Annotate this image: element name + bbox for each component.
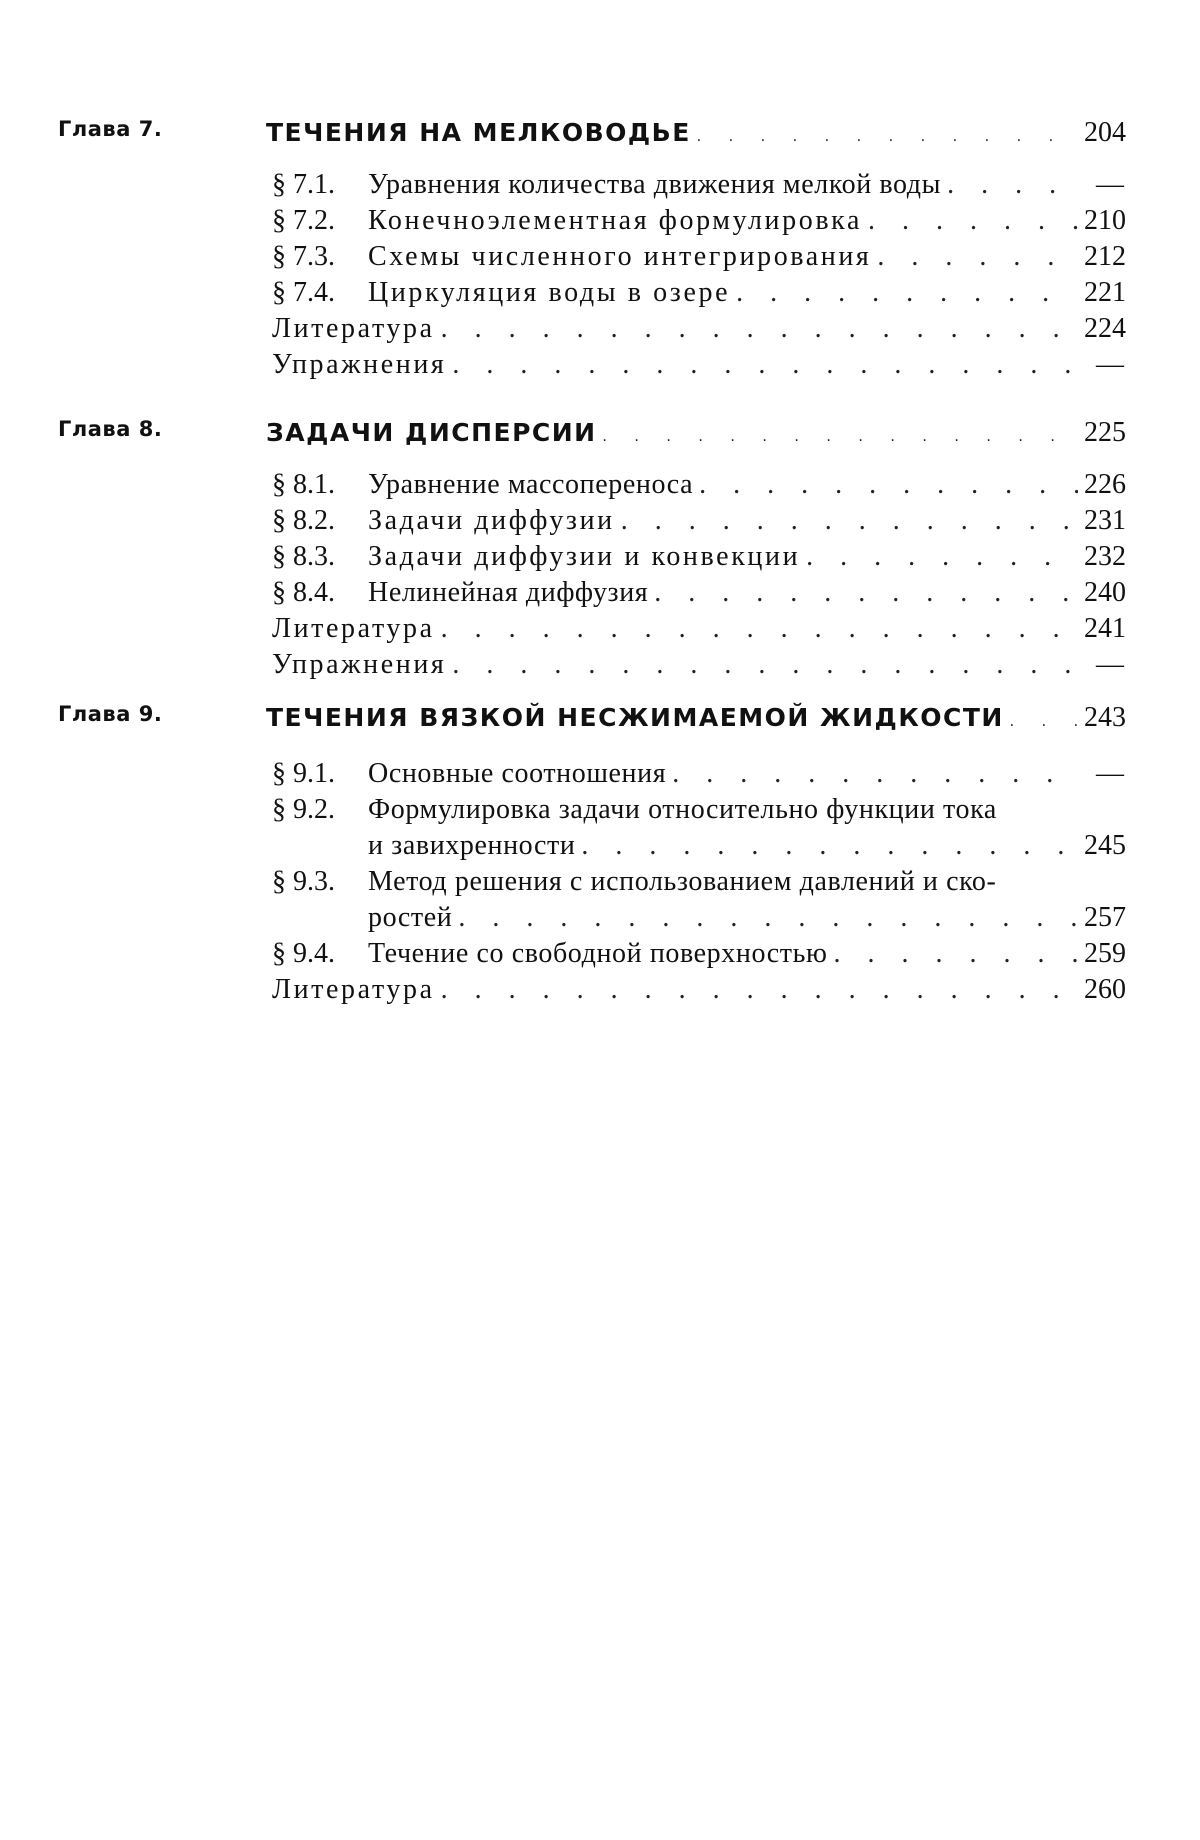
chapter-label: Глава 7. [58,117,163,141]
entry-title: Схемы численного интегрирования [368,241,872,272]
toc-entry[interactable] [272,275,1124,311]
page-number: 204 [1084,117,1126,148]
page-number: 245 [1084,830,1126,861]
page-number: 224 [1084,313,1126,344]
page-number: 260 [1084,974,1126,1005]
page-number: 212 [1084,241,1126,272]
section-number: § 7.4. [272,277,335,308]
dot-leader [834,936,1078,972]
entry-title: Течение со свободной поверхностью [368,938,828,969]
section-number: § 8.4. [272,577,335,608]
dot-leader [877,239,1078,275]
dot-leader [672,756,1078,792]
section-number: § 8.2. [272,505,335,536]
entry-title: Уравнение массопереноса [368,469,694,500]
page-number: 210 [1084,205,1126,236]
entry-title: Циркуляция воды в озере [368,277,731,308]
entry-title: Упражнения [272,649,447,680]
chapter-title-row[interactable] [266,702,1124,734]
toc-entry[interactable] [272,611,1124,647]
chapter-title: ЗАДАЧИ ДИСПЕРСИИ [266,418,597,447]
chapter-title-row[interactable] [266,417,1124,449]
dot-leader [452,347,1078,383]
toc-entry[interactable] [272,311,1124,347]
chapter-title: ТЕЧЕНИЯ ВЯЗКОЙ НЕСЖИМАЕМОЙ ЖИДКОСТИ [266,703,1004,732]
dot-leader [736,275,1078,311]
toc-entry[interactable] [272,756,1124,792]
entry-title-continuation: ростей [368,902,453,933]
dot-leader [621,503,1078,539]
section-list [272,756,1124,1008]
toc-entry[interactable] [272,467,1124,503]
chapter-label: Глава 9. [58,702,163,726]
dot-leader [1010,713,1078,731]
toc-entry[interactable] [272,503,1124,539]
page-number: 259 [1084,938,1126,969]
entry-title: Литература [272,974,435,1005]
page-number: 257 [1084,902,1126,933]
toc-entry[interactable] [272,647,1124,683]
section-number: § 7.3. [272,241,335,272]
dot-leader [699,467,1078,503]
page-number: — [1096,169,1124,200]
entry-title: Нелинейная диффузия [368,577,649,608]
toc-entry-continuation[interactable] [272,900,1124,936]
entry-title: Формулировка задачи относительно функции тока [368,794,997,825]
page-number: — [1096,758,1124,789]
page-number: 241 [1084,613,1126,644]
toc-entry[interactable] [272,539,1124,575]
dot-leader [452,647,1078,683]
section-list [272,167,1124,383]
entry-title: Уравнения количества движения мелкой воды [368,169,942,200]
section-number: § 9.2. [272,794,335,825]
toc-entry[interactable] [272,239,1124,275]
toc-entry[interactable] [272,167,1124,203]
entry-title: Задачи диффузии [368,505,615,536]
section-list [272,467,1124,683]
chapter-title: ТЕЧЕНИЯ НА МЕЛКОВОДЬЕ [266,118,691,147]
section-number: § 9.4. [272,938,335,969]
toc-entry[interactable] [272,792,1124,828]
section-number: § 9.1. [272,758,335,789]
toc-entry[interactable] [272,972,1124,1008]
dot-leader [581,828,1078,864]
chapter-title-row[interactable] [266,117,1124,149]
toc-entry-continuation[interactable] [272,828,1124,864]
chapter-label: Глава 8. [58,417,163,441]
page-number: 240 [1084,577,1126,608]
dot-leader [458,900,1078,936]
dot-leader [947,167,1078,203]
dot-leader [441,311,1078,347]
page-number: — [1096,649,1124,680]
entry-title: Литература [272,313,435,344]
entry-title: Упражнения [272,349,447,380]
section-number: § 7.1. [272,169,335,200]
toc-entry[interactable] [272,575,1124,611]
section-number: § 7.2. [272,205,335,236]
toc-entry[interactable] [272,347,1124,383]
page-number: 226 [1084,469,1126,500]
dot-leader [441,611,1078,647]
entry-title: Задачи диффузии и конвекции [368,541,801,572]
entry-title: Литература [272,613,435,644]
dot-leader [806,539,1078,575]
dot-leader [697,128,1078,146]
entry-title: Основные соотношения [368,758,667,789]
dot-leader [603,428,1078,446]
dot-leader [868,203,1078,239]
section-number: § 8.3. [272,541,335,572]
entry-title-continuation: и завихренности [368,830,576,861]
toc-entry[interactable] [272,936,1124,972]
dot-leader [654,575,1078,611]
section-number: § 8.1. [272,469,335,500]
page-number: 243 [1084,702,1126,733]
page-number: 232 [1084,541,1126,572]
page-number: 225 [1084,417,1126,448]
toc-entry[interactable] [272,864,1124,900]
page-number: 221 [1084,277,1126,308]
page-number: 231 [1084,505,1126,536]
section-number: § 9.3. [272,866,335,897]
toc-entry[interactable] [272,203,1124,239]
entry-title: Метод решения с использованием давлений и ско- [368,866,997,897]
entry-title: Конечноэлементная формулировка [368,205,862,236]
dot-leader [441,972,1078,1008]
page-number: — [1096,349,1124,380]
